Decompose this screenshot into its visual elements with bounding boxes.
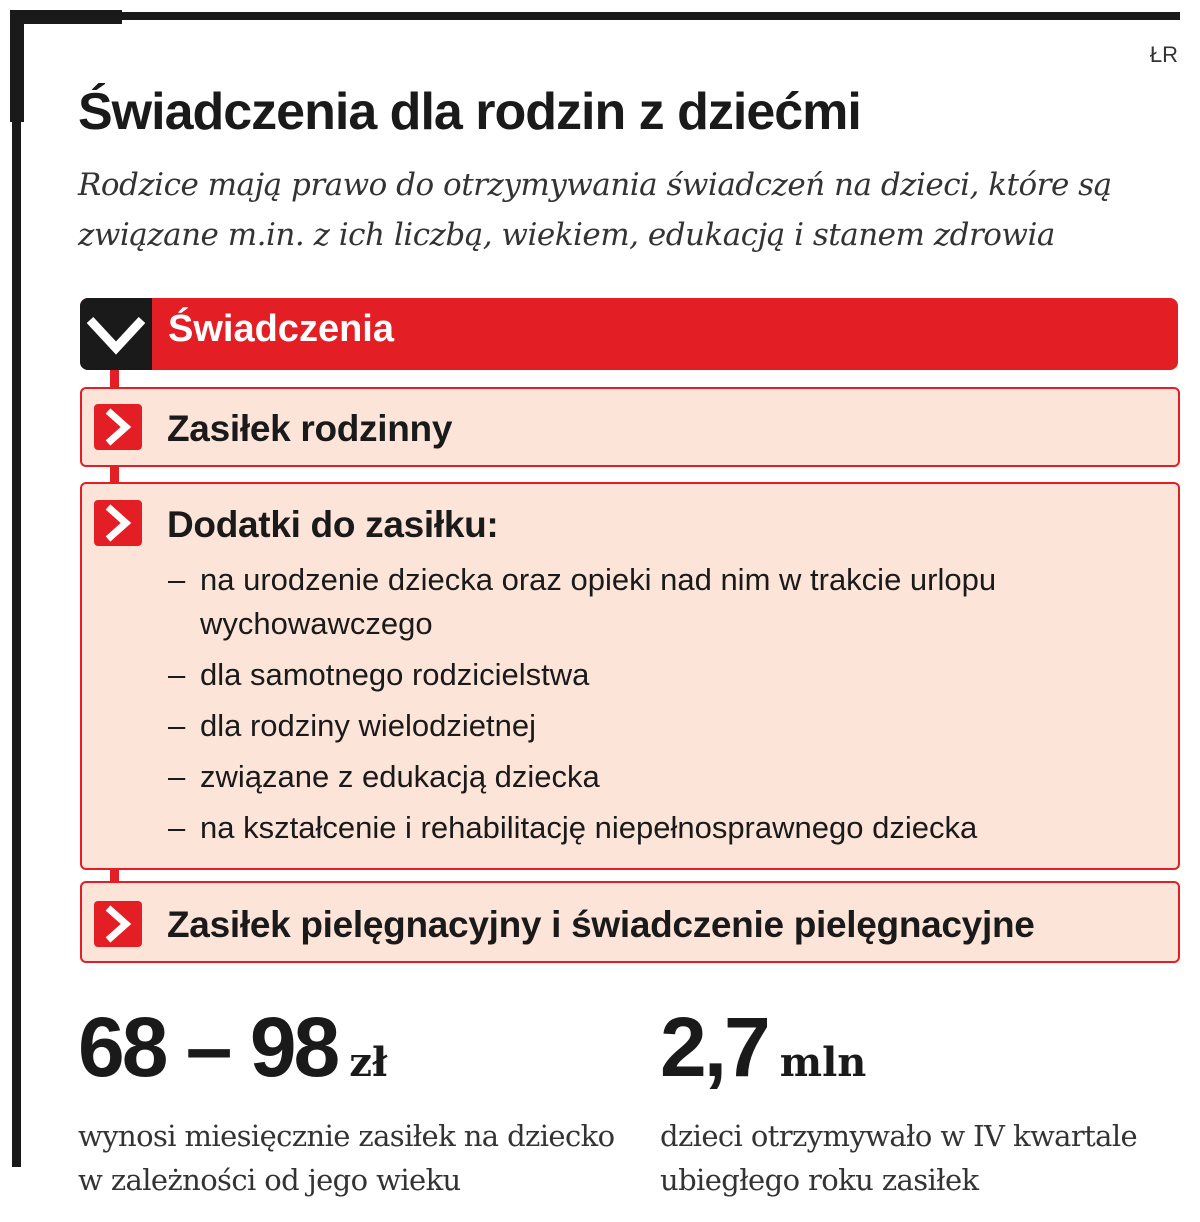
stat-description: wynosi miesięcznie zasiłek na dziecko w zależności od jego wieku bbox=[78, 1119, 615, 1197]
benefit-item-care-allowance bbox=[80, 881, 1180, 963]
stat-children-count bbox=[660, 1002, 1185, 1202]
chevron-down-icon bbox=[80, 298, 152, 370]
list-item: – na urodzenie dziecka oraz opieki nad nim w trakcie urlopu wychowawczego bbox=[168, 558, 1158, 646]
frame-top-line bbox=[10, 12, 1180, 20]
benefit-item-family-allowance bbox=[80, 387, 1180, 467]
list-item: – dla samotnego rodzicielstwa bbox=[168, 653, 1158, 697]
dash-marker: – bbox=[168, 759, 186, 794]
list-item: – związane z edukacją dziecka bbox=[168, 755, 1158, 799]
benefit-item-supplements bbox=[80, 482, 1180, 870]
author-credit: ŁR bbox=[1149, 42, 1178, 67]
stat-unit: zł bbox=[349, 1039, 388, 1086]
frame-left-line bbox=[12, 12, 21, 1167]
stat-value: 2,7 bbox=[660, 1000, 768, 1094]
benefit-item-label: Dodatki do zasiłku: bbox=[167, 504, 499, 545]
stat-value-row bbox=[660, 1002, 1185, 1108]
chevron-right-icon bbox=[94, 404, 142, 450]
list-item: – dla rodziny wielodzietnej bbox=[168, 704, 1158, 748]
stat-allowance-amount bbox=[78, 1002, 618, 1202]
dash-marker: – bbox=[168, 657, 186, 692]
chevron-right-icon bbox=[94, 901, 142, 947]
stat-value: 68 – 98 bbox=[78, 1000, 338, 1094]
benefit-item-label: Zasiłek pielęgnacyjny i świadczenie pielęgnacyjne bbox=[167, 904, 1035, 945]
frame-corner-top bbox=[10, 10, 122, 24]
supplements-list bbox=[168, 558, 1158, 857]
stat-unit: mln bbox=[779, 1039, 867, 1086]
benefits-header-label: Świadczenia bbox=[168, 308, 394, 350]
list-item: – na kształcenie i rehabilitację niepełnosprawnego dziecka bbox=[168, 806, 1158, 850]
stat-value-row bbox=[78, 1002, 618, 1108]
benefit-item-label: Zasiłek rodzinny bbox=[167, 408, 453, 449]
chevron-right-icon bbox=[94, 500, 142, 546]
dash-marker: – bbox=[168, 562, 186, 597]
dash-marker: – bbox=[168, 708, 186, 743]
page-title: Świadczenia dla rodzin z dziećmi bbox=[78, 83, 861, 141]
dash-marker: – bbox=[168, 810, 186, 845]
page-subtitle: Rodzice mają prawo do otrzymywania świadczeń na dzieci, które są związane m.in. z ich liczbą, wiekiem, edukacją i stanem zdrowia bbox=[78, 167, 1112, 253]
stat-description: dzieci otrzymywało w IV kwartale ubiegłego roku zasiłek bbox=[660, 1119, 1138, 1197]
